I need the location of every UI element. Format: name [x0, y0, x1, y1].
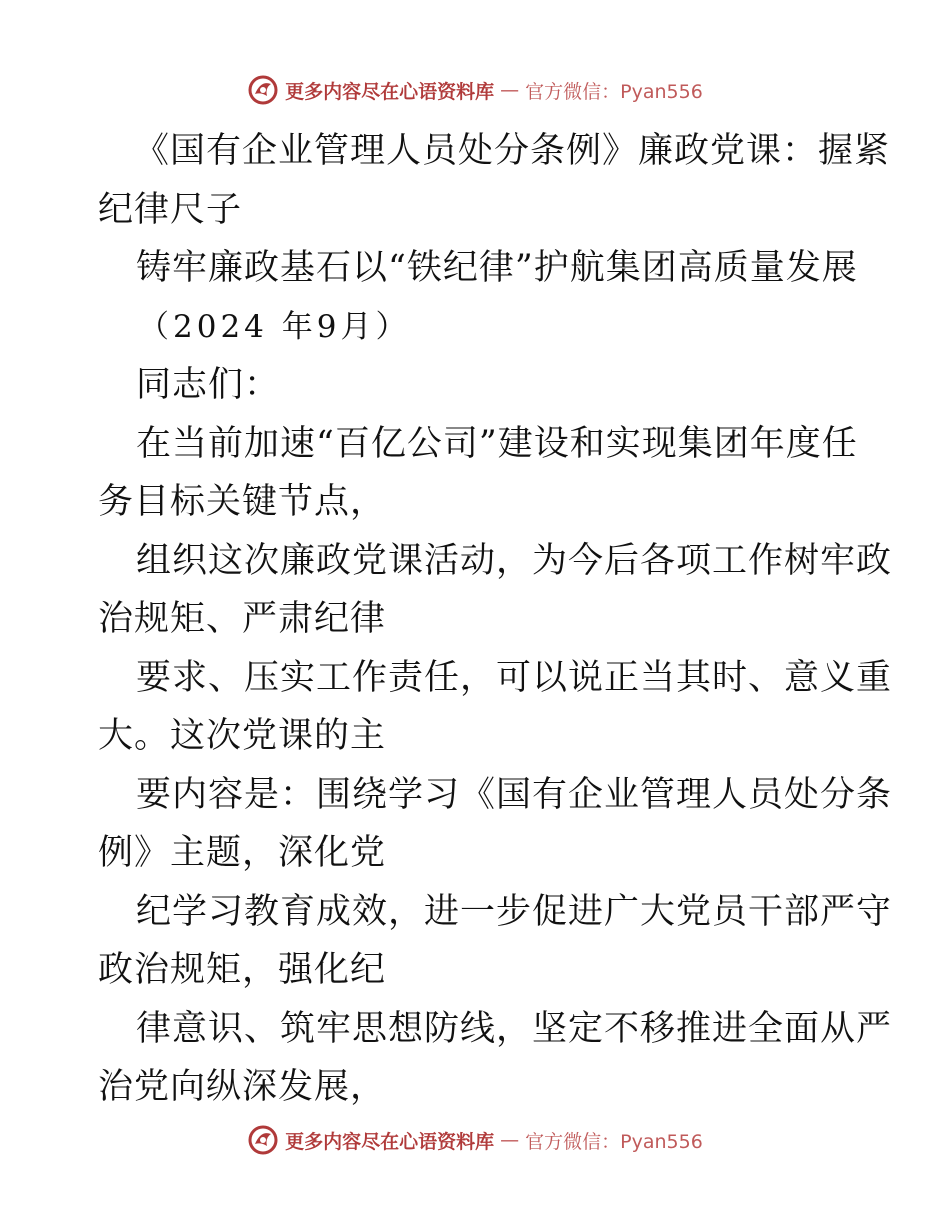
paragraph-line: 治党向纵深发展， [98, 1067, 387, 1107]
red-swirl-logo-icon [247, 74, 279, 106]
header-watermark [0, 70, 950, 110]
footer-watermark [0, 1120, 950, 1160]
paragraph-line: 纪学习教育成效，进一步促进广大党员干部严守 [136, 891, 893, 932]
salutation-line: 同志们： [136, 365, 281, 405]
title-line-1: 《国有企业管理人员处分条例》廉政党课：握紧 [134, 131, 891, 171]
paragraph-line: 大。这次党课的主 [98, 716, 387, 756]
red-swirl-logo-icon [247, 1124, 279, 1156]
paragraph-line: 治规矩、严肃纪律 [98, 599, 387, 639]
watermark-site-text: 更多内容尽在心语资料库 [285, 80, 495, 103]
paragraph-line: 在当前加速“百亿公司”建设和实现集团年度任 [136, 423, 858, 464]
title-line-2: 纪律尺子 [98, 189, 243, 230]
watermark-wechat-text: 官方微信：Pyan556 [525, 1130, 703, 1153]
watermark-separator: — [500, 79, 520, 101]
document-body [98, 122, 893, 1117]
paragraph-line: 组织这次廉政党课活动，为今后各项工作树牢政 [136, 540, 893, 581]
watermark-wechat-text: 官方微信：Pyan556 [525, 80, 703, 103]
watermark-separator: — [500, 1129, 520, 1151]
paragraph-line: 要内容是：围绕学习《国有企业管理人员处分条 [136, 774, 893, 815]
paragraph-line: 务目标关键节点， [98, 482, 387, 522]
paragraph-line: 律意识、筑牢思想防线，坚定不移推进全面从严 [136, 1008, 893, 1049]
paragraph-line: 例》主题，深化党 [98, 833, 387, 873]
paragraph-line: 政治规矩，强化纪 [98, 950, 387, 990]
paragraph-line: 要求、压实工作责任，可以说正当其时、意义重 [136, 657, 893, 698]
date-line: （2024 年9月） [138, 308, 411, 345]
subtitle-line: 铸牢廉政基石以“铁纪律”护航集团高质量发展 [136, 248, 858, 288]
watermark-site-text: 更多内容尽在心语资料库 [285, 1130, 495, 1153]
